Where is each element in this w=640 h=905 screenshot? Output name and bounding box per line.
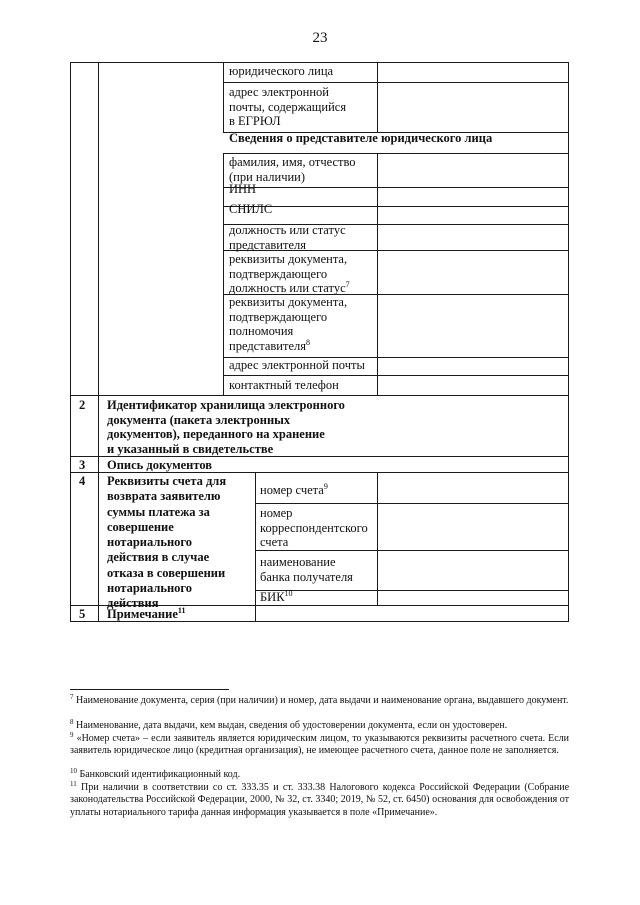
section-number-4: 4 [79, 474, 86, 488]
table-col-divider [223, 62, 224, 133]
inn-label: ИНН [229, 182, 257, 196]
table-row-divider [223, 82, 569, 83]
section-number-3: 3 [79, 458, 86, 472]
footnote-separator [70, 689, 229, 690]
legal-entity-label: юридического лица [229, 64, 334, 78]
table-col-divider [377, 154, 378, 395]
table-row-divider [223, 375, 569, 376]
bik-label: БИК$^{10}$ [260, 589, 293, 604]
footnote-7: $^7$ Наименование документа, серия (при наличии) и номер, дата выдачи и наименование органа, выдавшего документ. [70, 693, 569, 706]
footnote-ref-7: 7 [345, 280, 350, 289]
footnote-10: $^{10}$ Банковский идентификационный код. [70, 767, 241, 780]
bank-name-label: наименование банка получателя [260, 555, 353, 584]
footnote-ref-11: 11 [177, 606, 186, 615]
table-row-divider [255, 590, 569, 591]
section-number-2: 2 [79, 398, 86, 412]
page-number: 23 [312, 30, 328, 46]
table-col-divider [223, 154, 224, 395]
section-number-5: 5 [79, 607, 86, 621]
position-status-label: должность или статус представителя [229, 223, 346, 252]
note-label: Примечание$^{11}$ [107, 606, 186, 621]
rep-email-label: адрес электронной почты [229, 358, 365, 372]
data-table [70, 62, 569, 622]
storage-identifier-label: Идентификатор хранилища электронного документа (пакета электронных документов), переданного на хранение и указанный в свидетельстве [107, 398, 345, 456]
representative-section-header: Сведения о представителе юридического лица [229, 131, 493, 145]
full-name-label: фамилия, имя, отчество (при наличии) [229, 155, 356, 184]
table-row-divider [223, 153, 569, 154]
footnote-ref-9: 9 [323, 482, 328, 491]
table-col-divider [98, 62, 99, 622]
account-number-label: номер счета$^9$ [260, 482, 328, 497]
table-row-divider [223, 187, 569, 188]
authority-document-label: реквизиты документа, подтверждающего полномочия представителя$^8$ [229, 295, 348, 353]
footnote-9: $^9$ «Номер счета» – если заявитель является юридическим лицом, то указываются реквизиты расчетного счета. Если заявитель юридическое лицо (кредитная организация), не имеющее расчетного счета, данное поле не заполняется. [70, 731, 570, 757]
table-row-divider [255, 550, 569, 551]
table-row-divider [223, 206, 569, 207]
table-border-right [568, 62, 569, 622]
footnote-11: $^{11}$ При наличии в соответствии со ст. 333.35 и ст. 333.38 Налогового кодекса Российской Федерации (Собрание законодательства Российской Федерации, 2000, № 32, ст. 3340; 2019, № 52, ст. 6450) основания для освобождения от уплаты нотариального тарифа данная информация указывается в поле «Примечание». [70, 780, 570, 818]
table-border-top [70, 62, 569, 63]
table-row-divider [255, 503, 569, 504]
position-document-label: реквизиты документа, подтверждающего должность или статус$^7$ [229, 252, 350, 295]
table-col-divider [255, 473, 256, 622]
snils-label: СНИЛС [229, 202, 273, 216]
table-border-left [70, 62, 71, 622]
table-row-divider [70, 456, 569, 457]
table-col-divider [377, 473, 378, 606]
contact-phone-label: контактный телефон [229, 378, 339, 392]
email-egrul-label: адрес электронной почты, содержащийся в ЕГРЮЛ [229, 85, 347, 128]
footnote-ref-10: 10 [284, 589, 293, 598]
correspondent-account-label: номер корреспондентского счета [260, 506, 368, 549]
footnote-ref-8: 8 [305, 337, 310, 347]
refund-account-label: Реквизиты счета для возврата заявителю суммы платежа за совершение нотариального действия в случае отказа в совершении нотариального действия [107, 474, 227, 611]
document-inventory-label: Опись документов [107, 458, 213, 472]
table-col-divider [377, 62, 378, 133]
footnote-8: $^8$ Наименование, дата выдачи, кем выдан, сведения об удостоверении документа, если он удостоверен. [70, 718, 508, 731]
table-row-divider [70, 395, 569, 396]
